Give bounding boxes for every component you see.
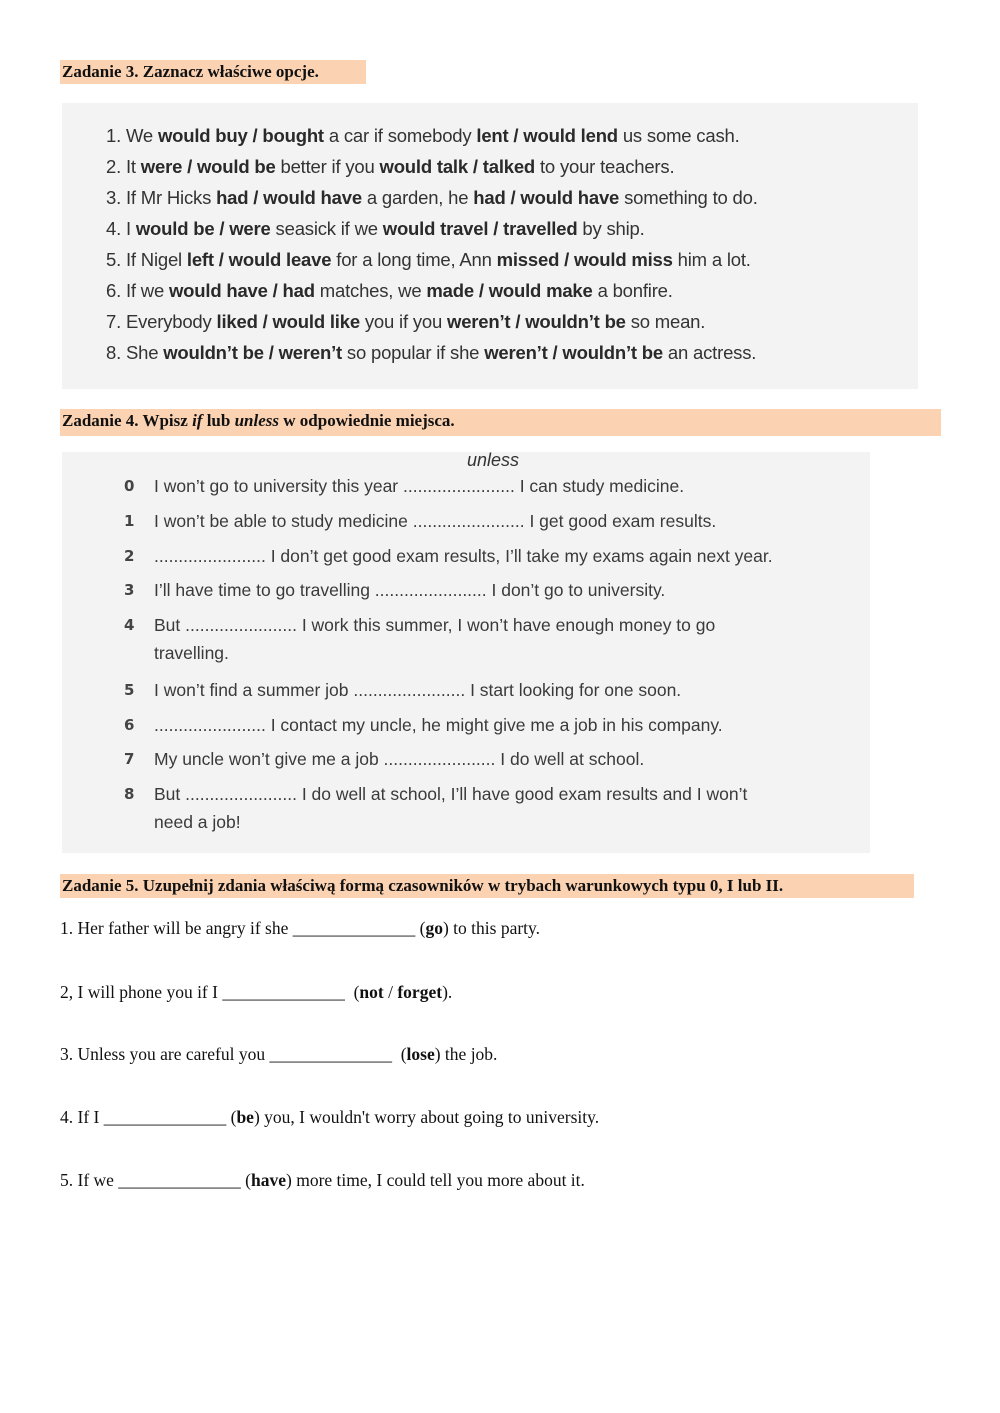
sentence-text: something to do. [619,187,758,208]
task5-sentence [60,1044,497,1065]
item-number: 1 [124,512,135,530]
sentence-text: / [383,982,398,1002]
verb-hint: have [251,1170,287,1190]
sentence-text: 3. If Mr Hicks [106,187,217,208]
sentence-text: ....................... I contact my uncle, he might give me a job in his company. [154,715,723,735]
sentence-text: But ....................... I do well at school, I’ll have good exam results and I won’t need a job! [154,784,748,832]
task5-sentence [60,1170,585,1191]
sentence-text: I won’t be able to study medicine ....................... I get good exam results. [154,511,717,531]
answer-options: weren’t / wouldn’t be [484,342,663,363]
sentence-text: us some cash. [617,125,740,146]
answer-options: wouldn’t be / weren’t [163,342,342,363]
answer-options: were / would be [140,156,276,177]
verb-hint: forget [397,982,443,1002]
answer-options: would travel / travelled [382,218,578,239]
heading-text: w odpowiednie miejsca. [279,411,455,430]
sentence-text: 6. If we [106,280,169,301]
answer-options: would be / were [135,218,271,239]
answer-options: weren’t / wouldn’t be [447,311,626,332]
sentence-text: ....................... I don’t get good exam results, I’ll take my exams again next year. [154,546,773,566]
verb-hint: not [359,982,384,1002]
sentence-text: ) more time, I could tell you more about it. [286,1170,585,1190]
task3-heading: Zadanie 3. Zaznacz właściwe opcje. [60,60,366,84]
sentence-text: better if you [275,156,380,177]
sentence-text: him a lot. [672,249,751,270]
answer-options: left / would leave [186,249,332,270]
sentence-text: 1. Her father will be angry if she ______________ ( [60,918,426,938]
sentence-text: by ship. [577,218,645,239]
verb-hint: lose [406,1044,435,1064]
task3-sentence [106,125,740,147]
item-number: 6 [124,716,135,734]
heading-text: lub [202,411,235,430]
task4-heading [60,409,941,436]
answer-options: would have / had [168,280,315,301]
example-answer: unless [467,450,520,470]
verb-hint: go [425,918,443,938]
sentence-text: to your teachers. [535,156,675,177]
answer-options: lent / would lend [476,125,618,146]
sentence-text: seasick if we [270,218,383,239]
sentence-text: an actress. [662,342,757,363]
sentence-text: I won’t find a summer job ....................... I start looking for one soon. [154,680,682,700]
item-number: 0 [124,477,135,495]
task4-box [62,452,870,853]
sentence-text: I won’t go to university this year ....................... I can study medicine. [154,476,685,496]
sentence-text: ) to this party. [442,918,541,938]
task5-heading: Zadanie 5. Uzupełnij zdania właściwą formą czasowników w trybach warunkowych typu 0, I lub II. [60,874,914,898]
task3-box [62,103,918,389]
item-number: 8 [124,785,135,803]
sentence-text: 7. Everybody [106,311,217,332]
task3-sentence [106,342,756,364]
item-number: 3 [124,581,135,599]
answer-options: missed / would miss [496,249,673,270]
sentence-text: 8. She [106,342,164,363]
task3-sentence [106,218,645,240]
task3-sentence [106,280,673,302]
heading-text: unless [234,411,280,430]
sentence-text: ) the job. [434,1044,498,1064]
sentence-text: 3. Unless you are careful you ______________ ( [60,1044,407,1064]
item-number: 5 [124,681,135,699]
sentence-text: so popular if she [341,342,485,363]
task3-sentence [106,187,758,209]
heading-text: Zadanie 4. Wpisz [62,411,193,430]
sentence-text: 5. If we ______________ ( [60,1170,252,1190]
verb-hint: be [236,1107,254,1127]
sentence-text: 2, I will phone you if I ______________ ( [60,982,360,1002]
item-number: 4 [124,616,135,634]
sentence-text: a garden, he [361,187,474,208]
sentence-text: a bonfire. [592,280,673,301]
answer-options: liked / would like [216,311,360,332]
answer-options: made / would make [426,280,593,301]
sentence-text: 2. It [106,156,141,177]
sentence-text: But ....................... I work this summer, I won’t have enough money to go travelling. [154,615,716,663]
sentence-text: I’ll have time to go travelling ....................... I don’t go to university. [154,580,666,600]
task5-sentence [60,918,540,939]
heading-text: if [192,411,203,430]
sentence-text: 1. We [106,125,158,146]
sentence-text: so mean. [625,311,706,332]
sentence-text: matches, we [314,280,427,301]
sentence-text: you if you [359,311,448,332]
task3-sentence [106,311,705,333]
sentence-text: for a long time, Ann [331,249,497,270]
sentence-text: 4. If I ______________ ( [60,1107,237,1127]
sentence-text: a car if somebody [323,125,477,146]
answer-options: had / would have [216,187,362,208]
item-number: 7 [124,750,135,768]
answer-options: would talk / talked [379,156,536,177]
item-number: 2 [124,547,135,565]
sentence-text: My uncle won’t give me a job ....................... I do well at school. [154,749,645,769]
task5-sentence [60,982,452,1003]
sentence-text: 4. I [106,218,136,239]
sentence-text: ). [442,982,453,1002]
task5-sentence [60,1107,599,1128]
task3-sentence [106,156,674,178]
answer-options: had / would have [473,187,620,208]
task3-sentence [106,249,751,271]
sentence-text: 5. If Nigel [106,249,187,270]
answer-options: would buy / bought [157,125,324,146]
sentence-text: ) you, I wouldn't worry about going to university. [253,1107,600,1127]
